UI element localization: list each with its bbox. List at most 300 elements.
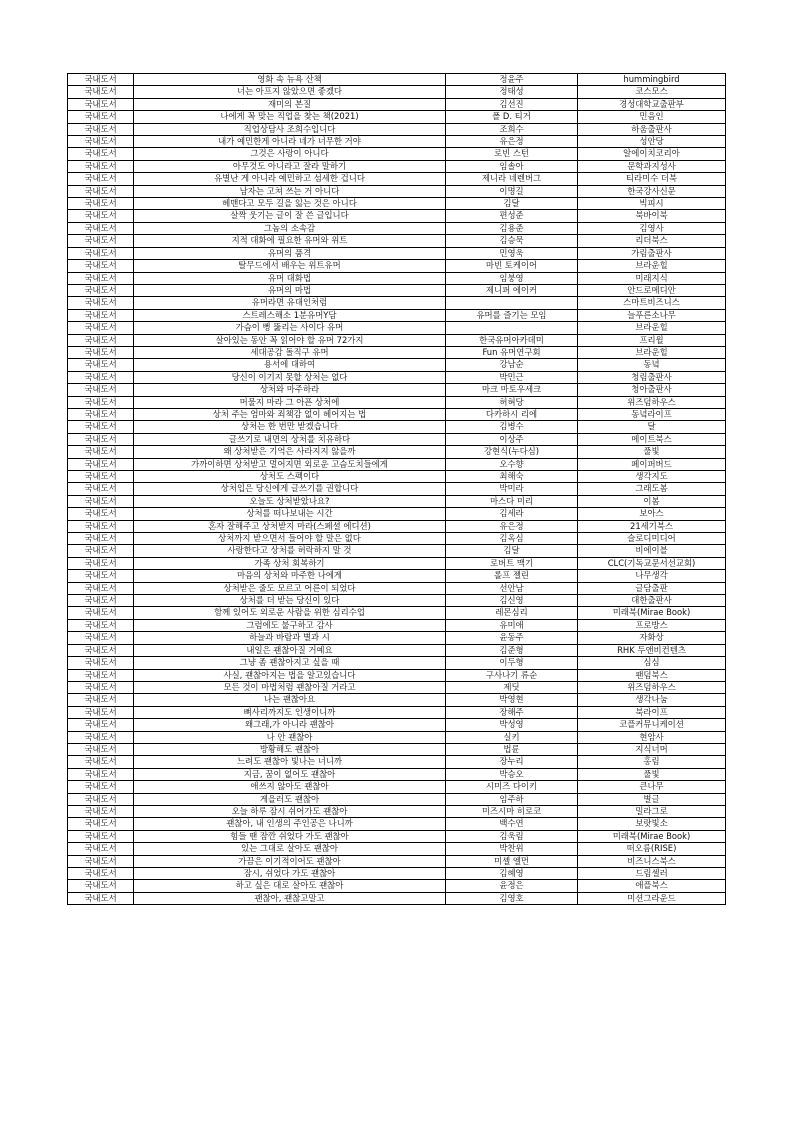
author-cell: 민영욱 [446, 247, 578, 259]
title-cell: 용서에 대하여 [134, 359, 446, 371]
title-cell: 내가 예민한게 아니라 네가 너무한 거야 [134, 136, 446, 148]
category-cell: 국내도서 [68, 260, 134, 272]
title-cell: 왜그래,가 아니라 괜찮아 [134, 719, 446, 731]
category-cell: 국내도서 [68, 86, 134, 98]
publisher-cell: 팬덤북스 [578, 669, 726, 681]
title-cell: 당신이 이기지 못할 상처는 없다 [134, 371, 446, 383]
title-cell: 탈무드에서 배우는 위트유머 [134, 260, 446, 272]
title-cell: 유머의 품격 [134, 247, 446, 259]
category-cell: 국내도서 [68, 272, 134, 284]
title-cell: 그냥 좀 괜찮아지고 싶을 때 [134, 657, 446, 669]
author-cell: 유머를 즐기는 모임 [446, 309, 578, 321]
table-row [68, 781, 726, 793]
publisher-cell: 가림출판사 [578, 247, 726, 259]
author-cell: 백수연 [446, 818, 578, 830]
table-row [68, 632, 726, 644]
category-cell: 국내도서 [68, 743, 134, 755]
category-cell: 국내도서 [68, 433, 134, 445]
title-cell: 오늘 하루 잠시 쉬어가도 괜찮아 [134, 805, 446, 817]
publisher-cell: 경성대학교출판부 [578, 98, 726, 110]
table-row [68, 483, 726, 495]
table-row [68, 818, 726, 830]
table-row [68, 123, 726, 135]
author-cell: 로버트 맥기 [446, 557, 578, 569]
author-cell: 로빈 스턴 [446, 148, 578, 160]
category-cell: 국내도서 [68, 669, 134, 681]
table-row [68, 160, 726, 172]
publisher-cell: 페이퍼버드 [578, 458, 726, 470]
category-cell: 국내도서 [68, 235, 134, 247]
title-cell: 유머라면 유대인처럼 [134, 297, 446, 309]
category-cell: 국내도서 [68, 892, 134, 904]
publisher-cell: 비즈니스북스 [578, 855, 726, 867]
table-row [68, 210, 726, 222]
title-cell: 가족 상처 회복하기 [134, 557, 446, 569]
publisher-cell: 북라이프 [578, 706, 726, 718]
category-cell: 국내도서 [68, 619, 134, 631]
title-cell: 뼈사리까지도 인생이니까 [134, 706, 446, 718]
publisher-cell: 안드로메디안 [578, 284, 726, 296]
author-cell: 김욱림 [446, 830, 578, 842]
author-cell: 김용준 [446, 222, 578, 234]
category-cell: 국내도서 [68, 458, 134, 470]
table-row [68, 471, 726, 483]
table-row [68, 297, 726, 309]
title-cell: 나에게 꼭 맞는 직업을 찾는 책(2021) [134, 111, 446, 123]
publisher-cell: 심심 [578, 657, 726, 669]
category-cell: 국내도서 [68, 185, 134, 197]
author-cell: 다카하시 리에 [446, 408, 578, 420]
author-cell: 김달 [446, 545, 578, 557]
category-cell: 국내도서 [68, 123, 134, 135]
publisher-cell: 코스모스 [578, 86, 726, 98]
publisher-cell: 청림출판사 [578, 371, 726, 383]
table-row [68, 855, 726, 867]
category-cell: 국내도서 [68, 694, 134, 706]
publisher-cell: 나무생각 [578, 570, 726, 582]
category-cell: 국내도서 [68, 607, 134, 619]
publisher-cell: 비에이블 [578, 545, 726, 557]
table-row [68, 756, 726, 768]
category-cell: 국내도서 [68, 346, 134, 358]
table-row [68, 495, 726, 507]
author-cell: 편성준 [446, 210, 578, 222]
table-row [68, 533, 726, 545]
author-cell: 김신영 [446, 595, 578, 607]
title-cell: 지적 대화에 필요한 유머와 위트 [134, 235, 446, 247]
category-cell: 국내도서 [68, 818, 134, 830]
category-cell: 국내도서 [68, 706, 134, 718]
title-cell: 재미의 본질 [134, 98, 446, 110]
table-row [68, 595, 726, 607]
title-cell: 유머 대화법 [134, 272, 446, 284]
publisher-cell: 달 [578, 421, 726, 433]
author-cell: 장누리 [446, 756, 578, 768]
publisher-cell: 청아출판사 [578, 384, 726, 396]
publisher-cell: 브라운힐 [578, 260, 726, 272]
author-cell: 미셸 엘먼 [446, 855, 578, 867]
category-cell: 국내도서 [68, 322, 134, 334]
category-cell: 국내도서 [68, 384, 134, 396]
category-cell: 국내도서 [68, 557, 134, 569]
author-cell: 제니퍼 에이커 [446, 284, 578, 296]
author-cell: 마빈 토케이어 [446, 260, 578, 272]
table-row [68, 185, 726, 197]
table-row [68, 793, 726, 805]
title-cell: 글쓰기로 내면의 상처를 치유하다 [134, 433, 446, 445]
title-cell: 그럼에도 불구하고 감사 [134, 619, 446, 631]
author-cell: 김혜영 [446, 868, 578, 880]
table-row [68, 669, 726, 681]
title-cell: 왜 상처받은 기억은 사라지지 않을까 [134, 446, 446, 458]
title-cell: 영화 속 뉴욕 산책 [134, 74, 446, 86]
title-cell: 상처를 떠나보내는 시간 [134, 508, 446, 520]
category-cell: 국내도서 [68, 731, 134, 743]
publisher-cell: 빅피시 [578, 198, 726, 210]
author-cell: 박영현 [446, 694, 578, 706]
publisher-cell: CLC(기독교문서선교회) [578, 557, 726, 569]
table-row [68, 731, 726, 743]
author-cell: 허혀당 [446, 396, 578, 408]
author-cell: 김영호 [446, 892, 578, 904]
publisher-cell: 21세기북스 [578, 520, 726, 532]
publisher-cell: 슬로디미디어 [578, 533, 726, 545]
title-cell: 헤맨다고 모두 길을 잃는 것은 아니다 [134, 198, 446, 210]
publisher-cell: 민음인 [578, 111, 726, 123]
title-cell: 오늘도 상처받았나요? [134, 495, 446, 507]
category-cell: 국내도서 [68, 495, 134, 507]
table-row [68, 446, 726, 458]
table-row [68, 830, 726, 842]
publisher-cell: 생각나눔 [578, 694, 726, 706]
table-row [68, 421, 726, 433]
publisher-cell: 스마트비즈니스 [578, 297, 726, 309]
category-cell: 국내도서 [68, 843, 134, 855]
title-cell: 살짝 웃기는 글이 잘 쓴 글입니다 [134, 210, 446, 222]
table-row [68, 557, 726, 569]
title-cell: 직업상담사 조희수입니다 [134, 123, 446, 135]
table-row [68, 508, 726, 520]
table-row [68, 619, 726, 631]
table-row [68, 868, 726, 880]
title-cell: 힘들 땐 잠깐 쉬었다 가도 괜찮아 [134, 830, 446, 842]
title-cell: 그놈의 소속감 [134, 222, 446, 234]
title-cell: 세대공감 돌직구 유머 [134, 346, 446, 358]
category-cell: 국내도서 [68, 781, 134, 793]
author-cell: 롤프 젤린 [446, 570, 578, 582]
category-cell: 국내도서 [68, 74, 134, 86]
table-row [68, 260, 726, 272]
author-cell: 장해주 [446, 706, 578, 718]
category-cell: 국내도서 [68, 111, 134, 123]
publisher-cell: 프로방스 [578, 619, 726, 631]
title-cell: 아무것도 아니라고 잘라 말하기 [134, 160, 446, 172]
publisher-cell: 미래북(Mirae Book) [578, 607, 726, 619]
category-cell: 국내도서 [68, 371, 134, 383]
author-cell: 유미애 [446, 619, 578, 631]
author-cell: 레몬심리 [446, 607, 578, 619]
table-row [68, 582, 726, 594]
title-cell: 내일은 괜찮아질 거예요 [134, 644, 446, 656]
book-list-body [68, 74, 726, 905]
author-cell: 미즈시마 히로코 [446, 805, 578, 817]
author-cell: 김세라 [446, 508, 578, 520]
author-cell: 박승오 [446, 768, 578, 780]
author-cell: 김승묵 [446, 235, 578, 247]
table-row [68, 607, 726, 619]
category-cell: 국내도서 [68, 520, 134, 532]
author-cell: 강현식(누다심) [446, 446, 578, 458]
title-cell: 상처와 마주하라 [134, 384, 446, 396]
publisher-cell: 북바이북 [578, 210, 726, 222]
title-cell: 애쓰지 않아도 괜찮아 [134, 781, 446, 793]
table-row [68, 520, 726, 532]
publisher-cell: 코플커뮤니케이션 [578, 719, 726, 731]
table-row [68, 346, 726, 358]
publisher-cell: hummingbird [578, 74, 726, 86]
publisher-cell: 현암사 [578, 731, 726, 743]
publisher-cell: 성안당 [578, 136, 726, 148]
author-cell: 강남순 [446, 359, 578, 371]
publisher-cell: 홍림 [578, 756, 726, 768]
table-row [68, 570, 726, 582]
publisher-cell: 대한출판사 [578, 595, 726, 607]
author-cell: 이두형 [446, 657, 578, 669]
category-cell: 국내도서 [68, 160, 134, 172]
publisher-cell: 보랏빛소 [578, 818, 726, 830]
category-cell: 국내도서 [68, 297, 134, 309]
publisher-cell: 김영사 [578, 222, 726, 234]
table-row [68, 136, 726, 148]
author-cell: 임솔아 [446, 160, 578, 172]
table-row [68, 706, 726, 718]
category-cell: 국내도서 [68, 148, 134, 160]
table-row [68, 805, 726, 817]
publisher-cell: 지식너머 [578, 743, 726, 755]
author-cell: 김준형 [446, 644, 578, 656]
author-cell: 선안남 [446, 582, 578, 594]
category-cell: 국내도서 [68, 644, 134, 656]
publisher-cell: 동녘라이프 [578, 408, 726, 420]
title-cell: 가까이하면 상처받고 멀어지면 외로운 고슴도치들에게 [134, 458, 446, 470]
publisher-cell: 프리윌 [578, 334, 726, 346]
table-row [68, 384, 726, 396]
publisher-cell: 브라운힐 [578, 346, 726, 358]
publisher-cell: 위즈덤하우스 [578, 396, 726, 408]
title-cell: 사랑한다고 상처를 허락하지 말 것 [134, 545, 446, 557]
table-row [68, 396, 726, 408]
publisher-cell: 풀빛 [578, 768, 726, 780]
title-cell: 가끔은 이기적이어도 괜찮아 [134, 855, 446, 867]
table-row [68, 644, 726, 656]
author-cell: 임붕영 [446, 272, 578, 284]
publisher-cell: 알에이치코리아 [578, 148, 726, 160]
title-cell: 하늘과 바람과 별과 시 [134, 632, 446, 644]
table-row [68, 235, 726, 247]
title-cell: 너는 아프지 않았으면 좋겠다 [134, 86, 446, 98]
category-cell: 국내도서 [68, 98, 134, 110]
publisher-cell: 드림셀러 [578, 868, 726, 880]
table-row [68, 148, 726, 160]
author-cell: 구사나기 류순 [446, 669, 578, 681]
publisher-cell: 티라미수 더북 [578, 173, 726, 185]
title-cell: 모든 것이 마법처럼 괜찮아질 거라고 [134, 681, 446, 693]
title-cell: 지금, 꿈이 없어도 괜찮아 [134, 768, 446, 780]
table-row [68, 719, 726, 731]
category-cell: 국내도서 [68, 533, 134, 545]
author-cell: 김병수 [446, 421, 578, 433]
publisher-cell: 문학과지성사 [578, 160, 726, 172]
publisher-cell: 미래북(Mirae Book) [578, 830, 726, 842]
author-cell: 제딧 [446, 681, 578, 693]
category-cell: 국내도서 [68, 396, 134, 408]
author-cell: 제니라 네렌버그 [446, 173, 578, 185]
title-cell: 잠시, 쉬었다 가도 괜찮아 [134, 868, 446, 880]
table-row [68, 843, 726, 855]
author-cell [446, 322, 578, 334]
table-row [68, 98, 726, 110]
author-cell: 정태성 [446, 86, 578, 98]
publisher-cell: 떠오름(RISE) [578, 843, 726, 855]
author-cell: 윤정은 [446, 880, 578, 892]
title-cell: 상처 주는 엄마와 죄책감 없이 헤어지는 법 [134, 408, 446, 420]
category-cell: 국내도서 [68, 210, 134, 222]
title-cell: 살아있는 동안 꼭 읽어야 할 유머 72가지 [134, 334, 446, 346]
author-cell [446, 297, 578, 309]
title-cell: 혼자 잘해주고 상처받지 마라(스페셜 에디션) [134, 520, 446, 532]
publisher-cell: 동녘 [578, 359, 726, 371]
table-row [68, 743, 726, 755]
category-cell: 국내도서 [68, 508, 134, 520]
category-cell: 국내도서 [68, 756, 134, 768]
title-cell: 가슴이 뻥 뚫리는 사이다 유머 [134, 322, 446, 334]
table-row [68, 247, 726, 259]
table-row [68, 284, 726, 296]
table-row [68, 198, 726, 210]
publisher-cell: 풀빛 [578, 446, 726, 458]
title-cell: 괜찮아, 내 인생의 주인공은 나니까 [134, 818, 446, 830]
author-cell: 유은정 [446, 136, 578, 148]
table-row [68, 334, 726, 346]
category-cell: 국내도서 [68, 334, 134, 346]
category-cell: 국내도서 [68, 868, 134, 880]
table-row [68, 111, 726, 123]
author-cell: 임주하 [446, 793, 578, 805]
author-cell: 한국유머아카데미 [446, 334, 578, 346]
category-cell: 국내도서 [68, 198, 134, 210]
category-cell: 국내도서 [68, 222, 134, 234]
table-row [68, 173, 726, 185]
category-cell: 국내도서 [68, 595, 134, 607]
category-cell: 국내도서 [68, 247, 134, 259]
category-cell: 국내도서 [68, 570, 134, 582]
table-row [68, 694, 726, 706]
category-cell: 국내도서 [68, 657, 134, 669]
publisher-cell: 늘푸른소나무 [578, 309, 726, 321]
author-cell: 박찬위 [446, 843, 578, 855]
book-list-table [67, 73, 726, 905]
table-row [68, 681, 726, 693]
author-cell: 시미즈 다이키 [446, 781, 578, 793]
category-cell: 국내도서 [68, 483, 134, 495]
category-cell: 국내도서 [68, 793, 134, 805]
publisher-cell: 보아스 [578, 508, 726, 520]
table-row [68, 222, 726, 234]
title-cell: 스트레스해소 1분유머Y담 [134, 309, 446, 321]
author-cell: 법륜 [446, 743, 578, 755]
author-cell: 실키 [446, 731, 578, 743]
category-cell: 국내도서 [68, 446, 134, 458]
author-cell: 박미라 [446, 483, 578, 495]
title-cell: 상처입은 당신에게 글쓰기를 권합니다 [134, 483, 446, 495]
title-cell: 머물지 마라 그 아픈 상처에 [134, 396, 446, 408]
table-row [68, 74, 726, 86]
title-cell: 상처까지 받으면서 들어야 할 말은 없다 [134, 533, 446, 545]
author-cell: 유은정 [446, 520, 578, 532]
category-cell: 국내도서 [68, 421, 134, 433]
publisher-cell: 리더북스 [578, 235, 726, 247]
title-cell: 나는 괜찮아요 [134, 694, 446, 706]
category-cell: 국내도서 [68, 805, 134, 817]
table-row [68, 86, 726, 98]
publisher-cell: 그래도봄 [578, 483, 726, 495]
title-cell: 상처는 한 번만 받겠습니다 [134, 421, 446, 433]
author-cell: 박성영 [446, 719, 578, 731]
table-row [68, 309, 726, 321]
table-row [68, 408, 726, 420]
title-cell: 상처받은 줄도 모르고 어른이 되었다 [134, 582, 446, 594]
category-cell: 국내도서 [68, 545, 134, 557]
author-cell: 이상주 [446, 433, 578, 445]
title-cell: 상처를 더 받는 당신이 있다 [134, 595, 446, 607]
table-row [68, 768, 726, 780]
author-cell: 김선진 [446, 98, 578, 110]
category-cell: 국내도서 [68, 855, 134, 867]
table-row [68, 433, 726, 445]
category-cell: 국내도서 [68, 830, 134, 842]
title-cell: 마음의 상처와 마주한 나에게 [134, 570, 446, 582]
author-cell: Fun 유머연구회 [446, 346, 578, 358]
category-cell: 국내도서 [68, 471, 134, 483]
publisher-cell: 애플북스 [578, 880, 726, 892]
category-cell: 국내도서 [68, 284, 134, 296]
publisher-cell: 이봄 [578, 495, 726, 507]
category-cell: 국내도서 [68, 768, 134, 780]
table-row [68, 545, 726, 557]
category-cell: 국내도서 [68, 173, 134, 185]
category-cell: 국내도서 [68, 632, 134, 644]
category-cell: 국내도서 [68, 880, 134, 892]
author-cell: 정윤주 [446, 74, 578, 86]
author-cell: 폴 D. 티거 [446, 111, 578, 123]
title-cell: 상처도 스펙이다 [134, 471, 446, 483]
publisher-cell: 미래지식 [578, 272, 726, 284]
publisher-cell: 별글 [578, 793, 726, 805]
title-cell: 느려도 괜찮아 빛나는 너니까 [134, 756, 446, 768]
title-cell: 함께 있어도 외로운 사람을 위한 심리수업 [134, 607, 446, 619]
author-cell: 조희수 [446, 123, 578, 135]
author-cell: 윤동주 [446, 632, 578, 644]
publisher-cell: 하움출판사 [578, 123, 726, 135]
publisher-cell: 브라운힐 [578, 322, 726, 334]
author-cell: 오수향 [446, 458, 578, 470]
table-row [68, 272, 726, 284]
category-cell: 국내도서 [68, 582, 134, 594]
title-cell: 괜찮아, 괜찮고말고 [134, 892, 446, 904]
author-cell: 김옥심 [446, 533, 578, 545]
category-cell: 국내도서 [68, 719, 134, 731]
table-row [68, 657, 726, 669]
